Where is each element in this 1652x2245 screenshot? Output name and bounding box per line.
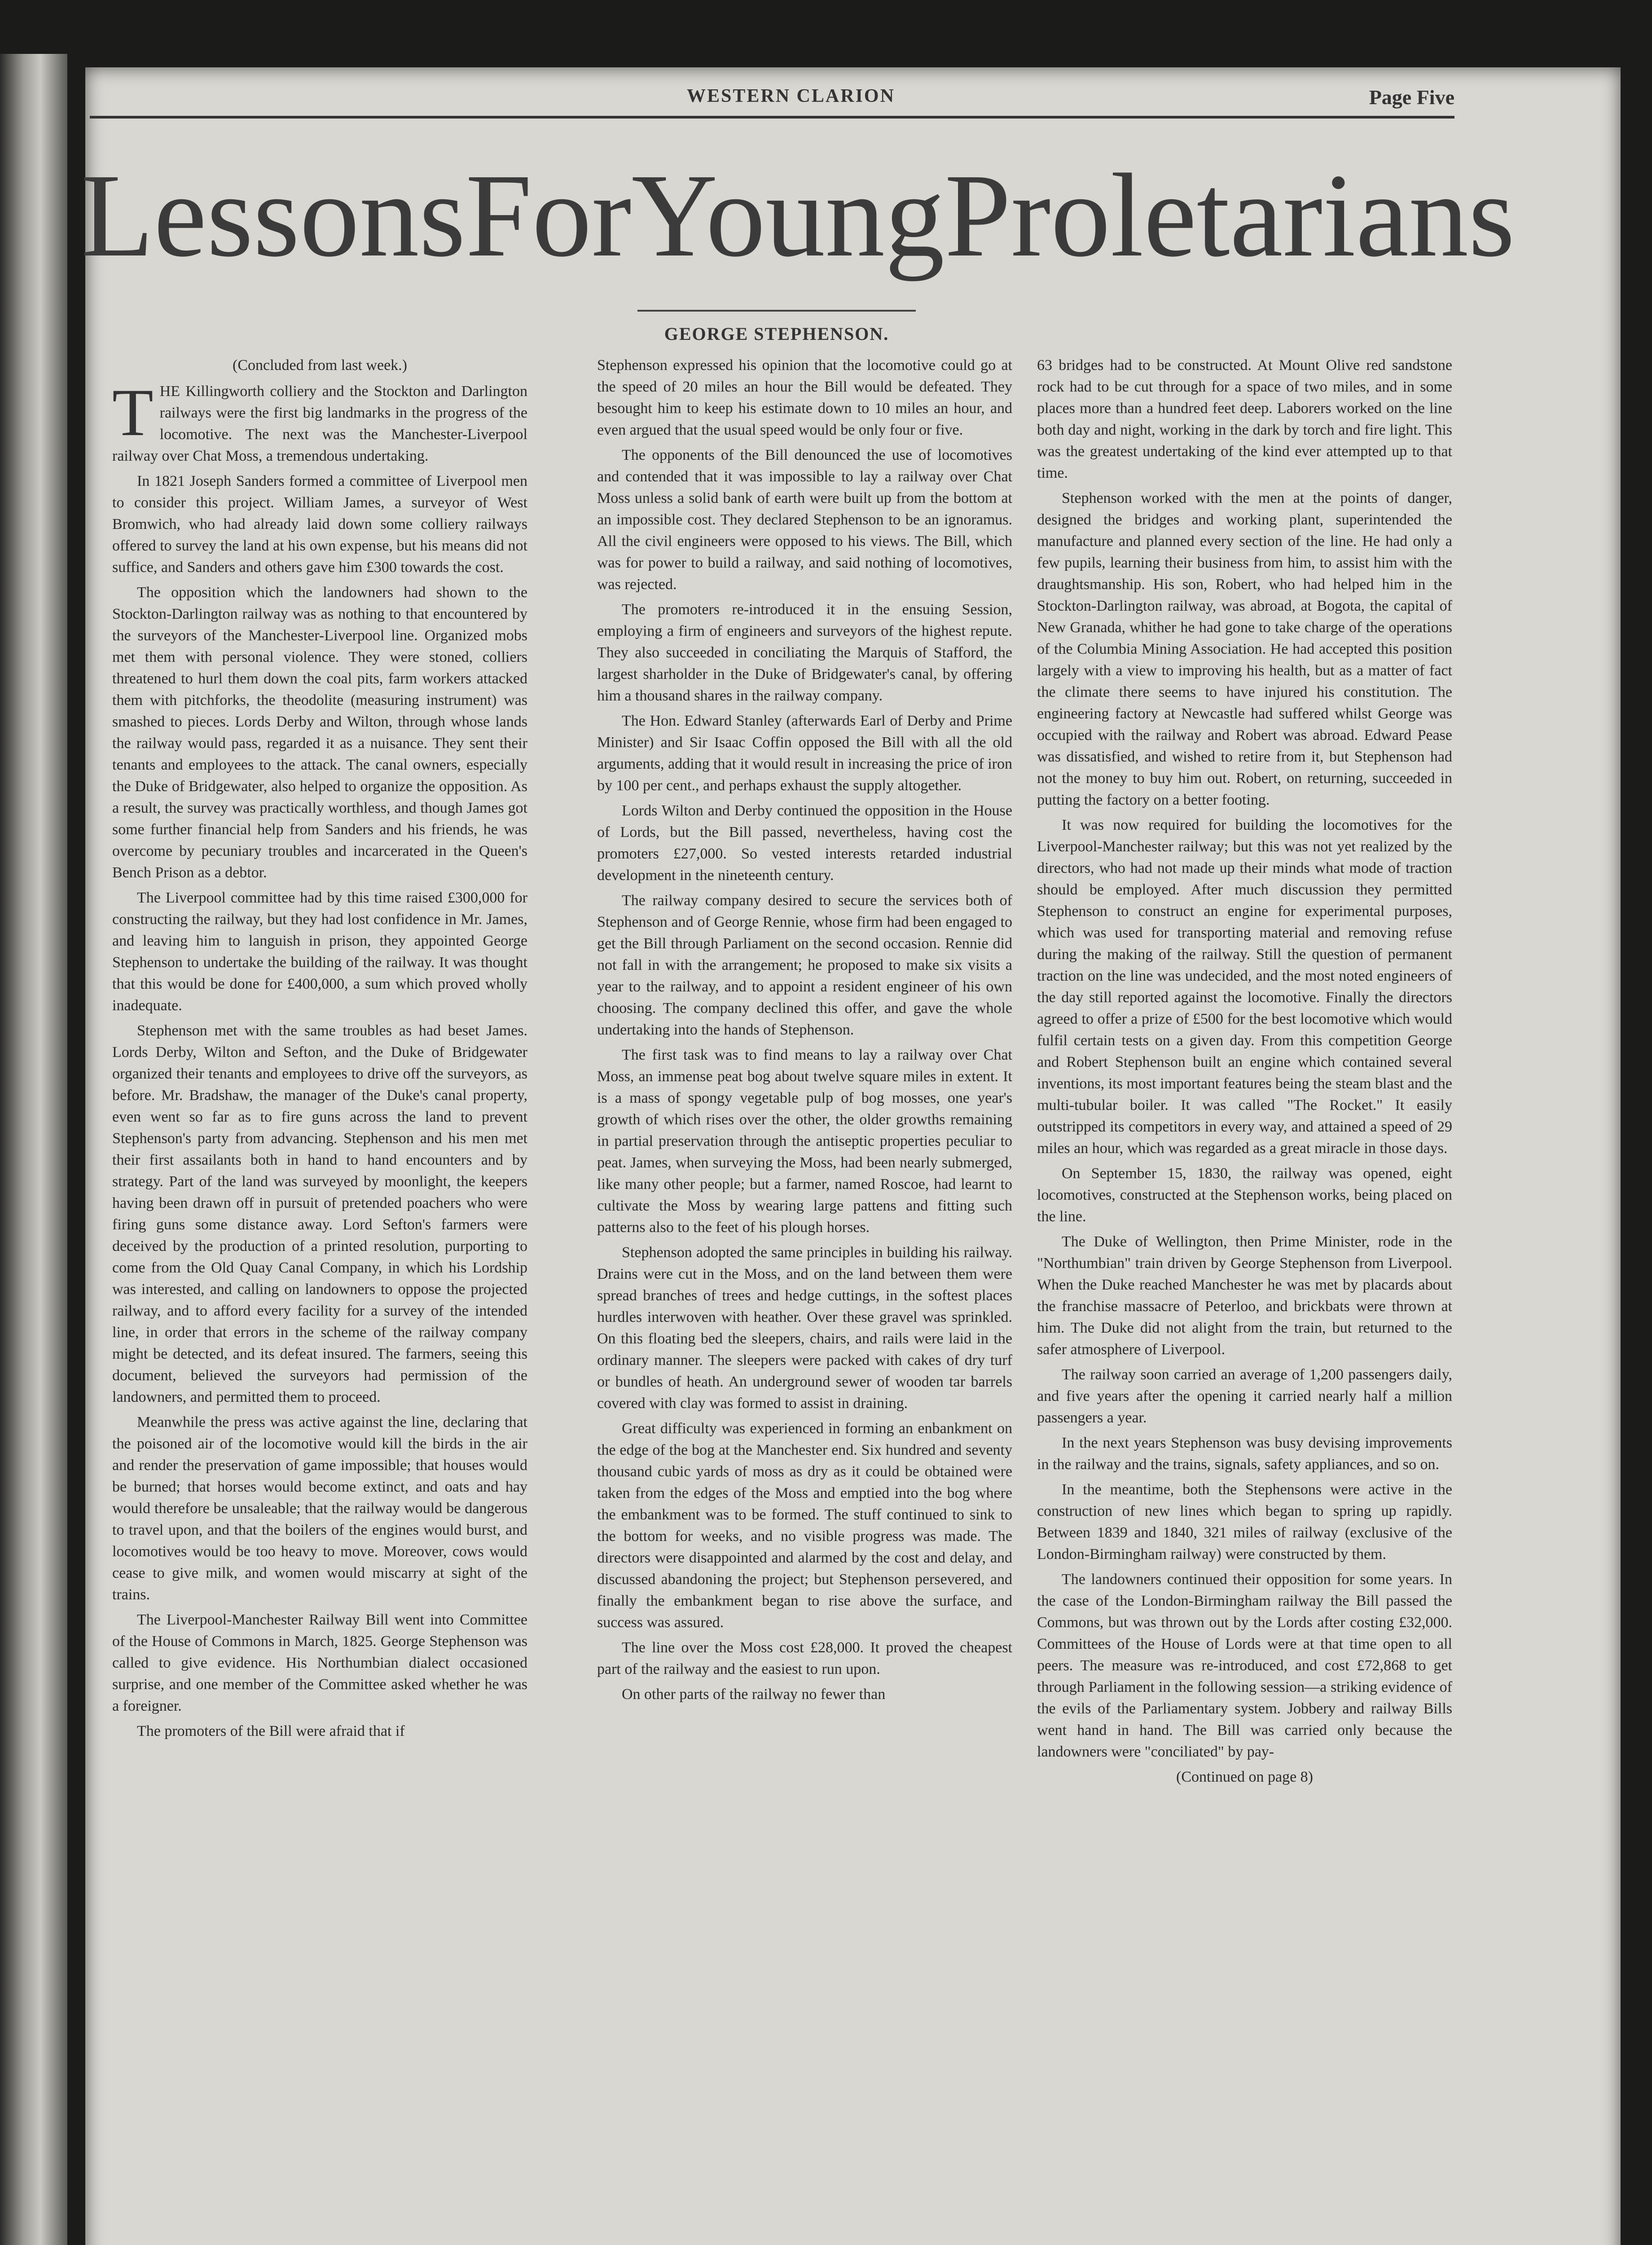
article-column-2 xyxy=(597,355,1012,2218)
article-paragraph: The railway soon carried an average of 1,200 passengers daily, and five years after the opening it carried nearly half a million passengers a year. xyxy=(1037,1366,1452,1426)
continued-note: (Continued on page 8) xyxy=(1176,1769,1313,1785)
paragraph-text: HE Killingworth colliery and the Stockton and Darlington railways were the first big landmarks in the progress of the locomotive. The next was the Manchester-Liverpool railway over Chat Moss, a tremendous undertaking. xyxy=(112,383,527,464)
drop-cap: T xyxy=(112,375,154,450)
article-paragraph: In the meantime, both the Stephensons were active in the construction of new lines which began to spring up rapidly. Between 1839 and 1840, 321 miles of railway (exclusive of the London-Birmingham railway) were constructed by them. xyxy=(1037,1481,1452,1563)
headline-word: For xyxy=(466,149,632,282)
article-paragraph: The opponents of the Bill denounced the use of locomotives and contended that it was impossible to lay a railway over Chat Moss unless a solid bank of earth were built up from the bottom at an impossible cost. They declared Stephenson to be an ignoramus. All the civil engineers were opposed to his views. The Bill, which was for power to build a railway, and said nothing of locomotives, was rejected. xyxy=(597,447,1012,593)
article-paragraph: Meanwhile the press was active against the line, declaring that the poisoned air of the locomotive would kill the birds in the air and render the preservation of game impossible; that houses would be burned; that horses would become extinct, and oats and hay would therefore be unsaleable; that the railway would be dangerous to travel upon, and that the boilers of the engines would burst, and locomotives would be too heavy to move. Moreover, cows would cease to give milk, and women would miscarry at sight of the trains. xyxy=(112,1414,527,1603)
article-paragraph: Stephenson expressed his opinion that the locomotive could go at the speed of 20 miles an hour the Bill would be defeated. They besought him to keep his estimate down to 10 miles an hour, and even argued that the usual speed would be only four or five. xyxy=(597,357,1012,438)
page-number: Page Five xyxy=(1369,86,1454,109)
article-paragraph: The line over the Moss cost £28,000. It proved the cheapest part of the railway and the easiest to run upon. xyxy=(597,1639,1012,1677)
header-rule xyxy=(90,116,1454,119)
article-paragraph: The opposition which the landowners had shown to the Stockton-Darlington railway was as nothing to that encountered by the surveyors of the Manchester-Liverpool line. Organized mobs met them with personal violence. They were stoned, colliers threatened to hurl them down the coal pits, farm workers attacked them with pitchforks, the theodolite (measuring instrument) was smashed to pieces. Lords Derby and Wilton, through whose lands the railway would pass, regarded it as a nuisance. They sent their tenants and employees to the attack. The canal owners, especially the Duke of Bridgewater, also helped to organize the opposition. As a result, the survey was practically worthless, and though James got some further financial help from Sanders and his friends, he was overcome by pecuniary troubles and incarcerated in the Queen's Bench Prison as a debtor. xyxy=(112,584,527,881)
article-paragraph xyxy=(112,375,527,467)
article-paragraph: 63 bridges had to be constructed. At Mount Olive red sandstone rock had to be cut through for a space of two miles, and in some places more than a hundred feet deep. Laborers worked on the line both day and night, working in the dark by torch and fire light. This was the greatest undertaking of the kind ever attempted up to that time. xyxy=(1037,357,1452,481)
byline: GEORGE STEPHENSON. xyxy=(664,324,889,344)
article-paragraph: The promoters of the Bill were afraid that if xyxy=(137,1723,405,1739)
article-paragraph: On other parts of the railway no fewer than xyxy=(622,1686,886,1703)
article-paragraph: The first task was to find means to lay a railway over Chat Moss, an immense peat bog about twelve square miles in extent. It is a mass of spongy vegetable pulp of bog mosses, one year's growth of which rises over the other, the older growths remaining in partial preservation through the antiseptic properties peculiar to peat. James, when surveying the Moss, had been nearly submerged, like many other people; but a farmer, named Roscoe, had learnt to cultivate the Moss by wearing large pattens and fitting such patterns also to the feet of his plough horses. xyxy=(597,1047,1012,1236)
newspaper-name: WESTERN CLARION xyxy=(687,86,895,106)
headline-word: Lessons xyxy=(81,149,466,282)
headline-word: Proletarians xyxy=(945,149,1515,282)
article-paragraph: Stephenson worked with the men at the points of danger, designed the bridges and working plant, superintended the manufacture and planned every section of the line. He had only a few pupils, learning their business from him, to assist him with the draughtsmanship. His son, Robert, who had helped him in the Stockton-Darlington railway, was abroad, at Bogota, the capital of New Granada, whither he had gone to take charge of the operations of the Columbia Mining Association. He had accepted this position largely with a view to improving his health, but as a matter of fact the climate there seems to have injured his constitution. The engineering factory at Newcastle had suffered whilst George was occupied with the railway and Robert was abroad. Edward Pease was dissatisfied, and wished to retire from it, but Stephenson had not the money to buy him out. Robert, on returning, succeeded in putting the factory on a better footing. xyxy=(1037,490,1452,808)
article-paragraph: The promoters re-introduced it in the ensuing Session, employing a firm of engineers and surveyors of the highest repute. They also succeeded in conciliating the Marquis of Stafford, the largest sharholder in the Duke of Bridgewater's canal, by offering him a thousand shares in the railway company. xyxy=(597,601,1012,704)
article-paragraph: The Duke of Wellington, then Prime Minister, rode in the "Northumbian" train driven by George Stephenson from Liverpool. When the Duke reached Manchester he was met by placards about the franchise massacre of Peterloo, and brickbats were thrown at him. The Duke did not alight from the train, but returned to the safer atmosphere of Liverpool. xyxy=(1037,1233,1452,1358)
article-column-3 xyxy=(1037,355,1452,2218)
concluded-note: (Concluded from last week.) xyxy=(233,357,407,374)
article-paragraph: Stephenson met with the same troubles as had beset James. Lords Derby, Wilton and Sefton, and the Duke of Bridgewater organized their tenants and employees to drive off the surveyors, as before. Mr. Bradshaw, the manager of the Duke's canal property, even went so far as to fire guns across the land to prevent Stephenson's party from advancing. Stephenson and his men met their first assailants both in hand to hand encounters and by strategy. Part of the land was surveyed by moonlight, the keepers having been drawn off in pursuit of pretended poachers who were firing guns some distance away. Lord Sefton's farmers were deceived by the production of a printed resolution, purporting to come from the Old Quay Canal Company, in which his Lordship was interested, and calling on landowners to oppose the projected railway, and to afford every facility for a survey of the intended line, in order that errors in the scheme of the railway company might be detected, and its defeat insured. The farmers, seeing this document, believed the surveyors had permission of the landowners, and permitted them to proceed. xyxy=(112,1022,527,1405)
article-paragraph: In the next years Stephenson was busy devising improvements in the railway and the trains, signals, safety appliances, and so on. xyxy=(1037,1435,1452,1473)
article-paragraph: Stephenson adopted the same principles in building his railway. Drains were cut in the Moss, and on the land between them were spread branches of trees and hedge cuttings, in the softest places hurdles interwoven with heather. Over these gravel was sprinkled. On this floating bed the sleepers, chairs, and rails were laid in the ordinary manner. The sleepers were packed with cakes of dry turf or bundles of heath. An underground sewer of wooden tar barrels covered with clay was formed to assist in draining. xyxy=(597,1244,1012,1412)
article-column-1 xyxy=(112,355,527,2218)
adjacent-page-edge xyxy=(0,54,67,2245)
article-paragraph: The Liverpool committee had by this time raised £300,000 for constructing the railway, but they had lost confidence in Mr. James, and leaving him to languish in prison, they appointed George Stephenson to undertake the building of the railway. It was thought that this would be done for £400,000, a sum which proved wholly inadequate. xyxy=(112,889,527,1014)
article-paragraph: In 1821 Joseph Sanders formed a committee of Liverpool men to consider this project. William James, a surveyor of West Bromwich, who had already laid down some colliery railways offered to survey the land at his own expense, but his means did not suffice, and Sanders and others gave him £300 towards the cost. xyxy=(112,473,527,576)
article-paragraph: The landowners continued their opposition for some years. In the case of the London-Birmingham railway the Bill passed the Commons, but was thrown out by the Lords after costing £32,000. Committees of the House of Lords were at that time open to all peers. The measure was re-introduced, and cost £72,868 to get through Parliament in the following session—a striking evidence of the evils of the Parliamentary system. Jobbery and railway Bills went hand in hand. The Bill was carried only because the landowners were "conciliated" by pay- xyxy=(1037,1571,1452,1760)
byline-rule xyxy=(637,310,916,312)
article-paragraph: The Liverpool-Manchester Railway Bill went into Committee of the House of Commons in March, 1825. George Stephenson was called to give evidence. His Northumbian dialect occasioned surprise, and one member of the Committee asked whether he was a foreigner. xyxy=(112,1611,527,1714)
article-paragraph: It was now required for building the locomotives for the Liverpool-Manchester railway; but this was not yet realized by the directors, who had not made up their minds what mode of traction should be employed. After much discussion they permitted Stephenson to construct an engine for experimental purposes, which was used for transporting material and removing refuse during the making of the railway. Still the question of permanent traction on the line was undecided, and the most noted engineers of the day still reported against the locomotive. Finally the directors agreed to offer a prize of £500 for the best locomotive which would fulfil certain tests on a given day. From this competition George and Robert Stephenson built an engine which contained several inventions, its most important features being the steam blast and the multi-tubular boiler. It was called "The Rocket." It easily outstripped its competitors in every way, and attained a speed of 29 miles an hour, which was regarded as a great miracle in those days. xyxy=(1037,817,1452,1157)
article-paragraph: The Hon. Edward Stanley (afterwards Earl of Derby and Prime Minister) and Sir Isaac Coffin opposed the Bill with all the old arguments, adding that it would result in increasing the price of iron by 100 per cent., and perhaps exhaust the supply altogether. xyxy=(597,713,1012,794)
article-paragraph: Lords Wilton and Derby continued the opposition in the House of Lords, but the Bill passed, nevertheless, having cost the promoters £27,000. So vested interests retarded industrial development in the nineteenth century. xyxy=(597,802,1012,884)
article-paragraph: Great difficulty was experienced in forming an enbankment on the edge of the bog at the Manchester end. Six hundred and seventy thousand cubic yards of moss as dry as it could be obtained were taken from the edges of the Moss and emptied into the bog where the embankment was to be formed. The stuff continued to sink to the bottom for weeks, and no visible progress was made. The directors were disappointed and alarmed by the cost and delay, and discussed abandoning the project; but Stephenson persevered, and finally the embankment began to rise above the surface, and success was assured. xyxy=(597,1420,1012,1631)
article-paragraph: On September 15, 1830, the railway was opened, eight locomotives, constructed at the Stephenson works, being placed on the line. xyxy=(1037,1165,1452,1225)
article-paragraph: The railway company desired to secure the services both of Stephenson and of George Rennie, whose firm had been engaged to get the Bill through Parliament on the second occasion. Rennie did not fall in with the arrangement; he proposed to make six visits a year to the railway, and to appoint a resident engineer of his own choosing. The company declined this offer, and gave the whole undertaking into the hands of Stephenson. xyxy=(597,892,1012,1038)
headline xyxy=(81,135,1515,296)
headline-word: Young xyxy=(631,149,945,282)
